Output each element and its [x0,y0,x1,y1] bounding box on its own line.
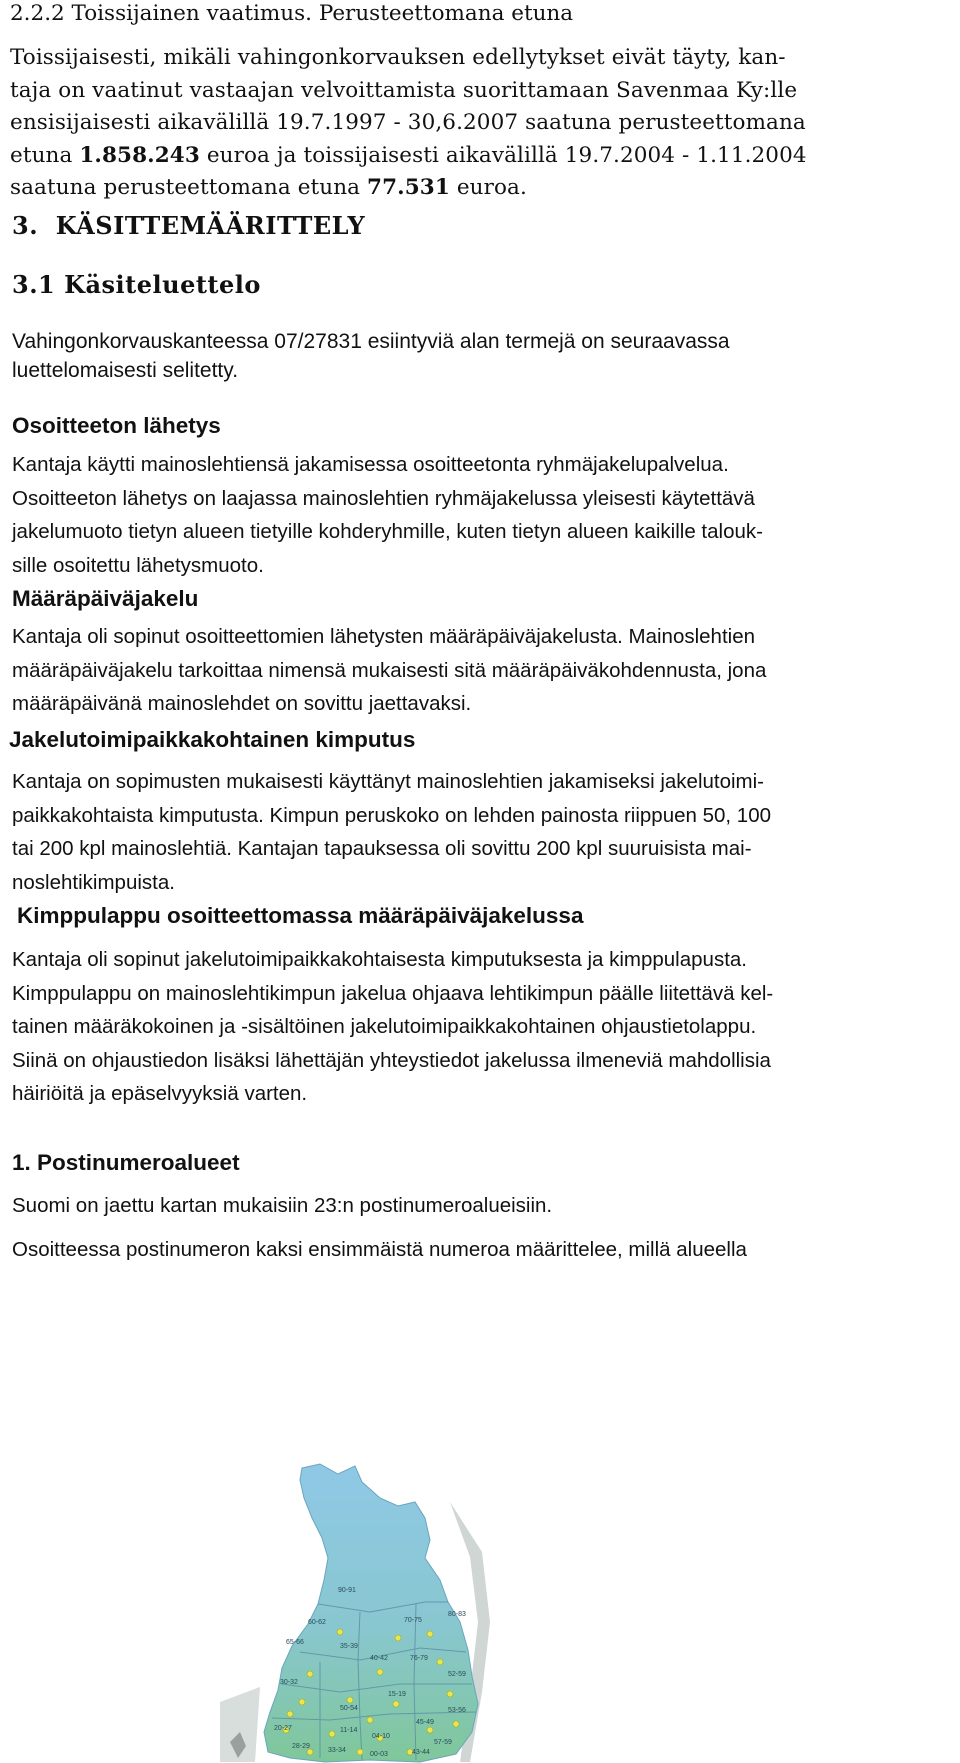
term-line: määräpäiväjakelu tarkoittaa nimensä mukaisesti sitä määräpäiväkohdennusta, jona [12,658,767,682]
map-label: 35-39 [340,1643,358,1650]
term-line: jakelumuoto tietyn alueen tietyille kohderyhmille, kuten tietyn alueen kaikille talouk- [12,520,763,543]
section-title-3: 3. KÄSITTEMÄÄRITTELY [12,211,366,240]
term-line: häiriöitä ja epäselvyyksiä varten. [12,1082,308,1105]
claim-text: euroa. [449,175,527,200]
term-line: Kimppulappu on mainoslehtikimpun jakelua ohjaava lehtikimpun päälle liitettävä kel- [12,981,774,1005]
map-label: 60-62 [308,1619,326,1626]
term-title-kimputus: Jakelutoimipaikkakohtainen kimputus [9,727,416,752]
map-label: 90-91 [338,1587,356,1594]
postal-region-map [220,1462,500,1763]
claim-amount: 77.531 [367,175,450,200]
map-label: 57-59 [434,1739,452,1746]
map-label: 43-44 [412,1749,430,1756]
map-label: 80-83 [448,1611,466,1618]
term-line: Kantaja oli sopinut osoitteettomien lähetysten määräpäiväjakelusta. Mainoslehtien [12,625,756,648]
postal-line-2: Osoitteessa postinumeron kaksi ensimmäistä numeroa määrittelee, millä alueella [12,1238,747,1261]
term-line: tai 200 kpl mainoslehtiä. Kantajan tapauksessa oli sovittu 200 kpl suuruisista mai- [12,837,752,860]
claim-line [10,140,807,173]
term-line: Kantaja on sopimusten mukaisesti käyttänyt mainoslehtien jakamiseksi jakelutoimi- [12,770,765,793]
map-label: 04-10 [372,1733,390,1740]
claim-line: Toissijaisesti, mikäli vahingonkorvauksen edellytykset eivät täyty, kan- [10,45,786,70]
term-line: tainen määräkokoinen ja -sisältöinen jakelutoimipaikkakohtainen ohjaustietolappu. [12,1015,757,1038]
claim-line: taja on vaatinut vastaajan velvoittamista suorittamaan Savenmaa Ky:lle [10,77,798,103]
map-label: 28-29 [292,1743,310,1750]
map-label: 76-79 [410,1655,428,1662]
term-body-osoitteeton [12,448,763,582]
map-label: 70-75 [404,1617,422,1624]
map-label: 15-19 [388,1691,406,1698]
claim-amount: 1.858.243 [79,142,200,168]
term-line: sille osoitettu lähetysmuoto. [12,553,264,577]
intro-line: Vahingonkorvauskanteessa 07/27831 esiintyviä alan termejä on seuraavassa [12,330,730,353]
claim-text: etuna [10,142,80,168]
map-label: 52-59 [448,1671,466,1678]
term-line: Kantaja oli sopinut jakelutoimipaikkakohtaisesta kimputuksesta ja kimppulapusta. [12,948,747,971]
claim-text: saatuna perusteettomana etuna [10,175,368,200]
claim-text: euroa ja toissijaisesti aikavälillä 19.7.2004 - 1.11.2004 [199,142,807,168]
map-label: 50-54 [340,1705,358,1712]
postal-line-1: Suomi on jaettu kartan mukaisiin 23:n postinumeroalueisiin. [12,1194,553,1217]
term-line: Kantaja käytti mainoslehtiensä jakamisessa osoitteetonta ryhmäjakelupalvelua. [12,453,729,476]
term-body-maarapaiva [12,620,766,721]
term-body-kimppulappu [12,943,773,1111]
map-label: 11-14 [340,1727,358,1734]
map-label: 65-66 [286,1639,304,1646]
intro-line: luettelomaisesti selitetty. [12,359,239,382]
map-label: 45-49 [416,1719,434,1726]
term-title-osoitteeton: Osoitteeton lähetys [12,413,221,438]
map-label: 40-42 [370,1655,388,1662]
map-label: 30-32 [280,1679,298,1686]
map-label: 20-27 [274,1725,292,1732]
term-body-kimputus [12,765,771,899]
section-heading-222: 2.2.2 Toissijainen vaatimus. Perusteettomana etuna [10,1,574,26]
term-line: Siinä on ohjaustiedon lisäksi lähettäjän yhteystiedot jakelussa ilmeneviä mahdollisia [12,1048,771,1072]
map-label: 33-34 [328,1747,346,1754]
term-line: määräpäivänä mainoslehdet on sovittu jaettavaksi. [12,692,472,715]
claim-paragraph [10,42,807,205]
term-title-maarapaiva: Määräpäiväjakelu [12,586,199,611]
postal-title: 1. Postinumeroalueet [12,1150,240,1175]
claim-line [10,172,807,205]
section-title-31: 3.1 Käsiteluettelo [12,270,261,299]
term-line: noslehtikimpuista. [12,870,175,894]
term-title-kimppulappu: Kimppulappu osoitteettomassa määräpäiväjakelussa [17,903,584,928]
term-line: Osoitteeton lähetys on laajassa mainoslehtien ryhmäjakelussa yleisesti käytettävä [12,486,755,510]
claim-line: ensisijaisesti aikavälillä 19.7.1997 - 30,6.2007 saatuna perusteettomana [10,110,806,135]
map-label: 00-03 [370,1751,388,1758]
intro-paragraph [12,327,730,385]
term-line: paikkakohtaista kimputusta. Kimpun peruskoko on lehden painosta riippuen 50, 100 [12,803,771,827]
map-label: 53-56 [448,1707,466,1714]
